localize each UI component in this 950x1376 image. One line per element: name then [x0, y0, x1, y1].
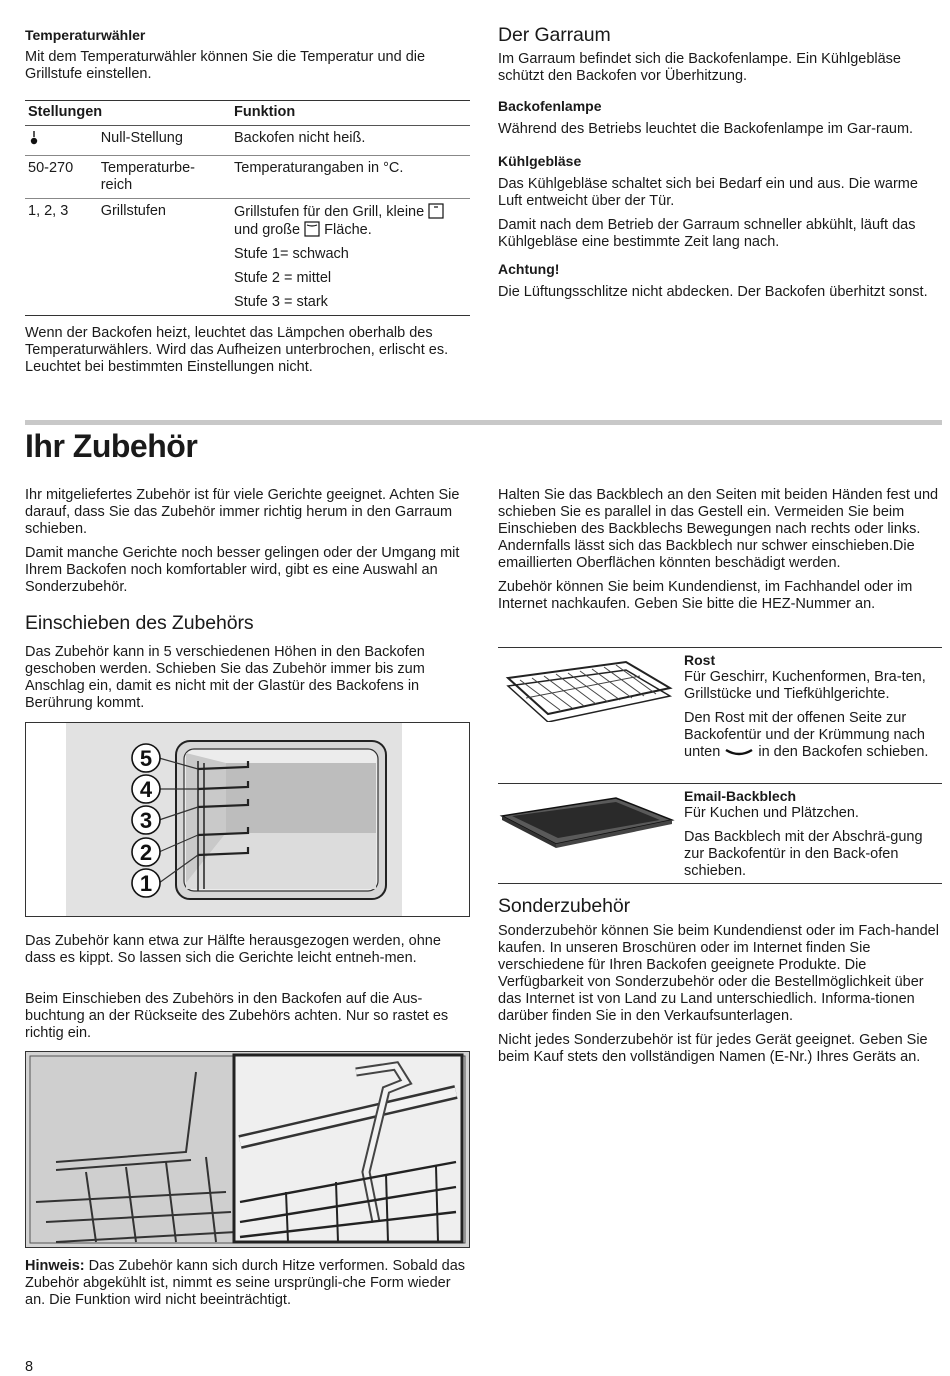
oven-cavity-intro: Im Garraum befindet sich die Backofenlampe. Ein Kühlgebläse schützt den Backofen vor Überhitzung.: [498, 51, 901, 84]
table-row: [25, 126, 470, 156]
accessories-right-text: [498, 487, 943, 613]
shelf-level-label: 3: [139, 808, 153, 833]
grill-levels-list: [234, 246, 467, 311]
table-cell-name: Temperaturbe- reich: [98, 156, 231, 199]
accessories-intro-1: Ihr mitgeliefertes Zubehör ist für viele Gerichte geeignet. Achten Sie darauf, dass Sie das Zubehör immer richtig herum in den Garraum schieben.: [25, 487, 460, 537]
table-cell-function: Backofen nicht heiß.: [231, 126, 470, 156]
large-grill-icon: [304, 221, 320, 237]
table-cell-function: Temperaturangaben in °C.: [231, 156, 470, 199]
cooling-fan-text-1: Das Kühlgebläse schaltet sich bei Bedarf ein und aus. Die warme Luft entweicht über der Tür.: [498, 176, 918, 209]
oven-lamp-text: Während des Betriebs leuchtet die Backofenlampe im Gar-raum.: [498, 121, 914, 137]
table-header-function: Funktion: [231, 101, 470, 126]
table-row: [25, 199, 470, 316]
table-cell-function: [231, 199, 470, 316]
list-item: [498, 784, 942, 884]
insert-heading: Einschieben des Zubehörs: [25, 612, 254, 634]
oven-lamp-heading: Backofenlampe: [498, 98, 602, 114]
shelf-level-label: 5: [139, 746, 153, 771]
warning-heading: Achtung!: [498, 261, 560, 277]
oven-shelf-levels-diagram: [26, 723, 469, 916]
oven-cavity-heading: Der Garraum: [498, 24, 611, 46]
table-row: [25, 156, 470, 199]
rack-detail-diagram: [26, 1052, 469, 1247]
temperature-selector-heading: Temperaturwähler: [25, 27, 146, 43]
curvature-down-icon: [724, 747, 754, 759]
baking-tray-description: [684, 788, 942, 880]
cooling-fan-heading: Kühlgebläse: [498, 153, 582, 169]
baking-tray-desc: Für Kuchen und Plätzchen.: [684, 805, 859, 821]
special-accessories-text-2: Nicht jedes Sonderzubehör ist für jedes Gerät geeignet. Geben Sie beim Kauf stets den vollständigen Namen (E-Nr.) Ihres Geräts an.: [498, 1032, 928, 1065]
function-table-wrapper: [25, 100, 470, 316]
rack-detail-illustration: [25, 1051, 470, 1248]
cooling-fan-text-2: Damit nach dem Betrieb der Garraum schneller abkühlt, läuft das Kühlgebläse eine bestimmte Zeit lang nach.: [498, 217, 916, 250]
accessories-title: Ihr Zubehör: [25, 428, 198, 464]
grill-function-text: Grillstufen für den Grill, kleine und große Fläche.: [234, 203, 467, 239]
table-cell-name: Null-Stellung: [98, 126, 231, 156]
baking-tray-icon: [498, 790, 676, 850]
function-table: [25, 101, 470, 316]
temperature-selector-intro: Mit dem Temperaturwähler können Sie die Temperatur und die Grillstufe einstellen.: [25, 49, 426, 82]
grill-level: Stufe 3 = stark: [234, 294, 328, 310]
hint-label: Hinweis:: [25, 1258, 85, 1274]
table-cell-name: Grillstufen: [98, 199, 231, 316]
grill-level: Stufe 1= schwach: [234, 246, 349, 262]
special-accessories-section: [498, 923, 943, 1066]
hint-text: [25, 1258, 470, 1309]
baking-tray-name: Email-Backblech: [684, 788, 797, 804]
table-header-row: [25, 101, 470, 126]
rack-description: [684, 652, 942, 761]
page-number: 8: [25, 1359, 34, 1375]
zero-position-icon: [28, 130, 40, 146]
pull-out-text: Das Zubehör kann etwa zur Hälfte herausgezogen werden, ohne dass es kippt. So lassen sich die Gerichte leicht entneh-men.: [25, 933, 441, 966]
accessory-list: [498, 647, 942, 884]
baking-tray-handling-text: Halten Sie das Backblech an den Seiten mit beiden Händen fest und schieben Sie es parallel in das Gestell ein. Vermeiden Sie beim Einschieben des Backblechs Bewegungen nach rechts oder links. Andernfalls lässt sich das Backblech nur schwer einschieben.Die emaillierten Oberflächen könnten beschädigt werden.: [498, 487, 939, 571]
accessories-intro-2: Damit manche Gerichte noch besser gelingen oder der Umgang mit Ihrem Backofen noch komfortabler wird, gibt es eine Auswahl an Sonderzubehör.: [25, 545, 460, 595]
grill-level: Stufe 2 = mittel: [234, 270, 332, 286]
temperature-selector-section: [25, 27, 470, 83]
table-header-position: Stellungen: [25, 101, 231, 126]
oven-cavity-section: [498, 24, 943, 301]
rack-name: Rost: [684, 652, 716, 668]
hint-body: Das Zubehör kann sich durch Hitze verformen. Sobald das Zubehör abgekühlt ist, nimmt es seine ursprüngli-che Form wieder an. Die Funktion wird nicht beeinträchtigt.: [25, 1258, 466, 1308]
special-accessories-heading: Sonderzubehör: [498, 895, 631, 917]
table-cell-position: 1, 2, 3: [25, 199, 98, 316]
accessories-intro: [25, 487, 470, 596]
rack-desc: Für Geschirr, Kuchenformen, Bra-ten, Grillstücke und Tiefkühlgerichte.: [684, 669, 926, 702]
insert-text: Das Zubehör kann in 5 verschiedenen Höhen in den Backofen geschoben werden. Schieben Sie das Zubehör immer bis zum Anschlag ein, damit es nicht mit der Glastür des Backofens in Berührung kommt.: [25, 644, 425, 711]
warning-text: Die Lüftungsschlitze nicht abdecken. Der Backofen überhitzt sonst.: [498, 284, 928, 300]
shelf-levels-illustration: [25, 722, 470, 917]
bulge-text: Beim Einschieben des Zubehörs in den Backofen auf die Aus-buchtung an der Rückseite des Zubehörs achten. Nur so rastet es richtig ein.: [25, 991, 449, 1041]
list-item: [498, 648, 942, 784]
baking-tray-note: Das Backblech mit der Abschrä-gung zur Backofentür in den Back-ofen schieben.: [684, 829, 923, 879]
table-cell-position: 50-270: [25, 156, 98, 199]
reorder-text: Zubehör können Sie beim Kundendienst, im Fachhandel oder im Internet nachkaufen. Geben Sie bitte die HEZ-Nummer an.: [498, 579, 913, 612]
special-accessories-text-1: Sonderzubehör können Sie beim Kundendienst oder im Fach-handel kaufen. In unseren Broschüren oder im Internet finden Sie verschiedene für Ihren Backofen geeignete Produkte. Die Verfügbarkeit von Sonderzubehör oder die Bestellmöglichkeit über das Internet ist von Land zu Land unterschiedlich. Informa-tionen darüber finden Sie in den Verkaufsunterlagen.: [498, 923, 939, 1024]
small-grill-icon: [428, 203, 444, 219]
shelf-level-label: 2: [139, 840, 153, 865]
temperature-selector-note: Wenn der Backofen heizt, leuchtet das Lämpchen oberhalb des Temperaturwählers. Wird das Aufheizen unterbrochen, erlischt es. Leuchtet bei bestimmten Einstellungen nicht.: [25, 325, 449, 375]
rack-note: Den Rost mit der offenen Seite zur Backofentür und der Krümmung nach unten in den Backofen schieben.: [684, 710, 929, 760]
section-divider: [25, 420, 942, 425]
wire-rack-icon: [498, 654, 676, 722]
zero-position-symbol: [25, 126, 98, 156]
shelf-level-label: 1: [139, 871, 153, 896]
shelf-level-label: 4: [139, 777, 153, 802]
